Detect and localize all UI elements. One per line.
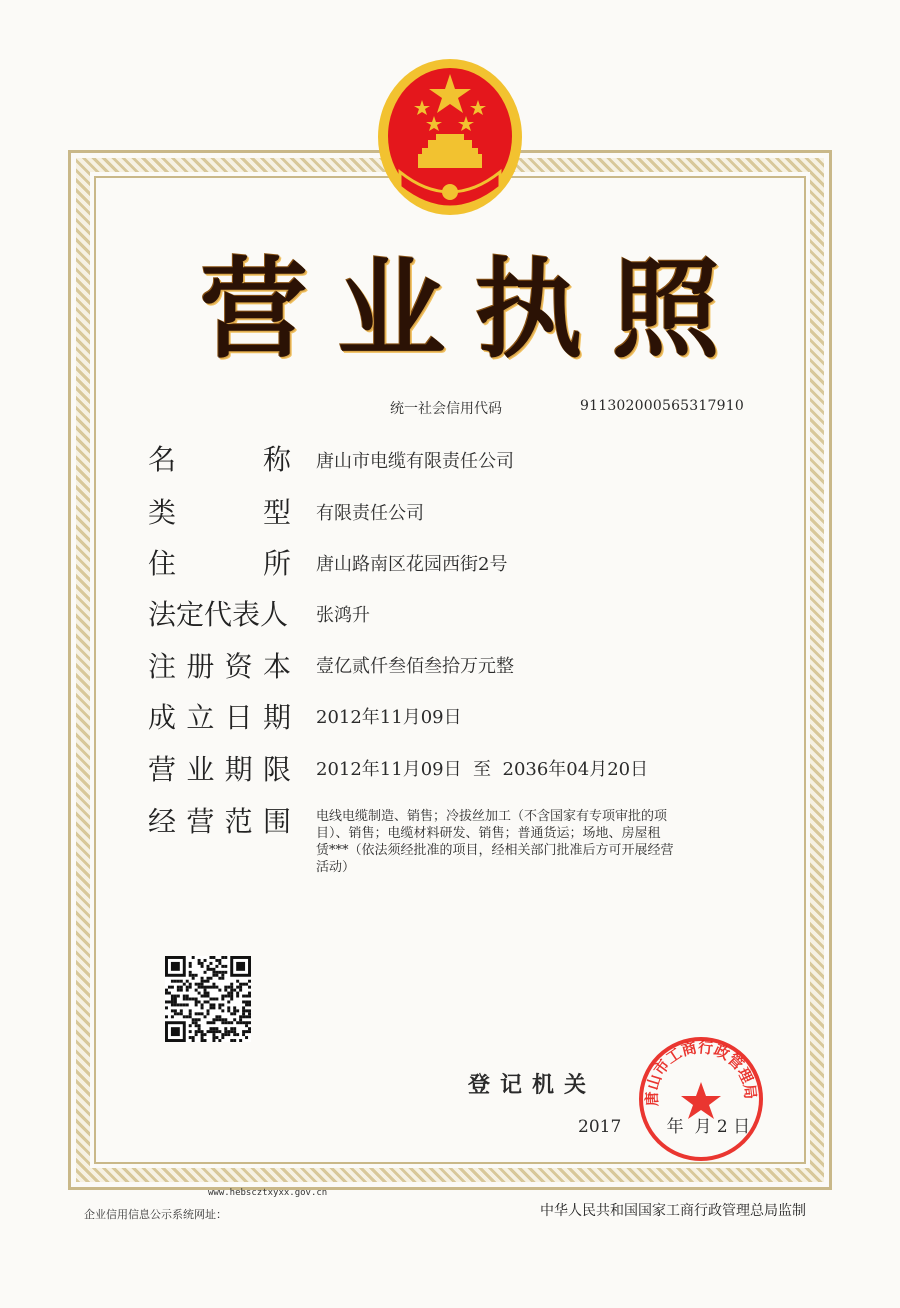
label-text: 法定代表人 [148, 598, 289, 631]
seal-text: 唐山市工商行政管理局 [642, 1038, 760, 1107]
field-label-name [148, 444, 291, 476]
registration-authority-label: 登记机关 [468, 1073, 597, 1098]
scope-line: 活动） [316, 860, 356, 875]
credit-code-label: 统一社会信用代码 [390, 401, 502, 417]
field-label-legal-rep [148, 599, 291, 631]
label-char: 资 [224, 650, 253, 683]
footer-url: www.hebscztxyxx.gov.cn [208, 1188, 328, 1198]
scope-line: 赁***（依法须经批准的项目，经相关部门批准后方可开展经营 [316, 843, 674, 858]
label-char: 所 [262, 547, 291, 580]
company-type-value: 有限责任公司 [316, 503, 424, 524]
label-char: 称 [262, 443, 291, 476]
label-char: 型 [262, 496, 291, 529]
title-char: 营 [200, 247, 309, 373]
qr-code [165, 956, 251, 1042]
label-char: 限 [262, 753, 291, 786]
field-label-term [148, 754, 291, 786]
license-title [200, 247, 720, 373]
national-emblem [370, 52, 530, 222]
label-char: 册 [186, 650, 215, 683]
scope-line: 电线电缆制造、销售；冷拔丝加工（不含国家有专项审批的项 [316, 809, 668, 824]
label-char: 期 [262, 701, 291, 734]
title-char: 照 [611, 247, 720, 373]
label-char: 日 [224, 701, 253, 734]
label-char: 营 [186, 805, 215, 838]
footer-left-text: 企业信用信息公示系统网址： [84, 1208, 227, 1221]
label-char: 经 [148, 805, 177, 838]
field-label-address [148, 548, 291, 580]
registration-year: 2017 [578, 1117, 622, 1137]
credit-code-value: 911302000565317910 [580, 398, 744, 414]
label-char: 住 [148, 547, 177, 580]
registration-date-text: 年 月 2 日 [666, 1117, 751, 1137]
label-char: 名 [148, 443, 177, 476]
official-seal [636, 1034, 766, 1164]
label-char: 营 [148, 753, 177, 786]
established-date-value: 2012年11月09日 [316, 707, 462, 728]
company-name-value: 唐山市电缆有限责任公司 [316, 451, 514, 472]
address-value: 唐山路南区花园西街2号 [316, 554, 508, 575]
label-char: 类 [148, 496, 177, 529]
label-char: 注 [148, 650, 177, 683]
legal-rep-value: 张鸿升 [316, 605, 370, 626]
field-label-capital [148, 651, 291, 683]
label-char: 业 [186, 753, 215, 786]
field-label-type [148, 497, 291, 529]
credit-code-row [390, 398, 770, 422]
footer-right-text: 中华人民共和国国家工商行政管理总局监制 [540, 1203, 806, 1219]
label-char: 成 [148, 701, 177, 734]
label-char: 立 [186, 701, 215, 734]
label-char: 围 [262, 805, 291, 838]
label-char: 范 [224, 805, 253, 838]
field-label-scope [148, 806, 291, 838]
scope-line: 目）、销售；电缆材料研发、销售；普通货运；场地、房屋租 [316, 826, 661, 841]
capital-value: 壹亿贰仟叁佰叁拾万元整 [316, 656, 514, 677]
label-char: 期 [224, 753, 253, 786]
label-char: 本 [262, 650, 291, 683]
title-char: 执 [474, 247, 583, 373]
term-value: 2012年11月09日 至 2036年04月20日 [316, 759, 649, 780]
field-label-established [148, 702, 291, 734]
business-scope-value [316, 808, 766, 876]
title-char: 业 [337, 247, 446, 373]
